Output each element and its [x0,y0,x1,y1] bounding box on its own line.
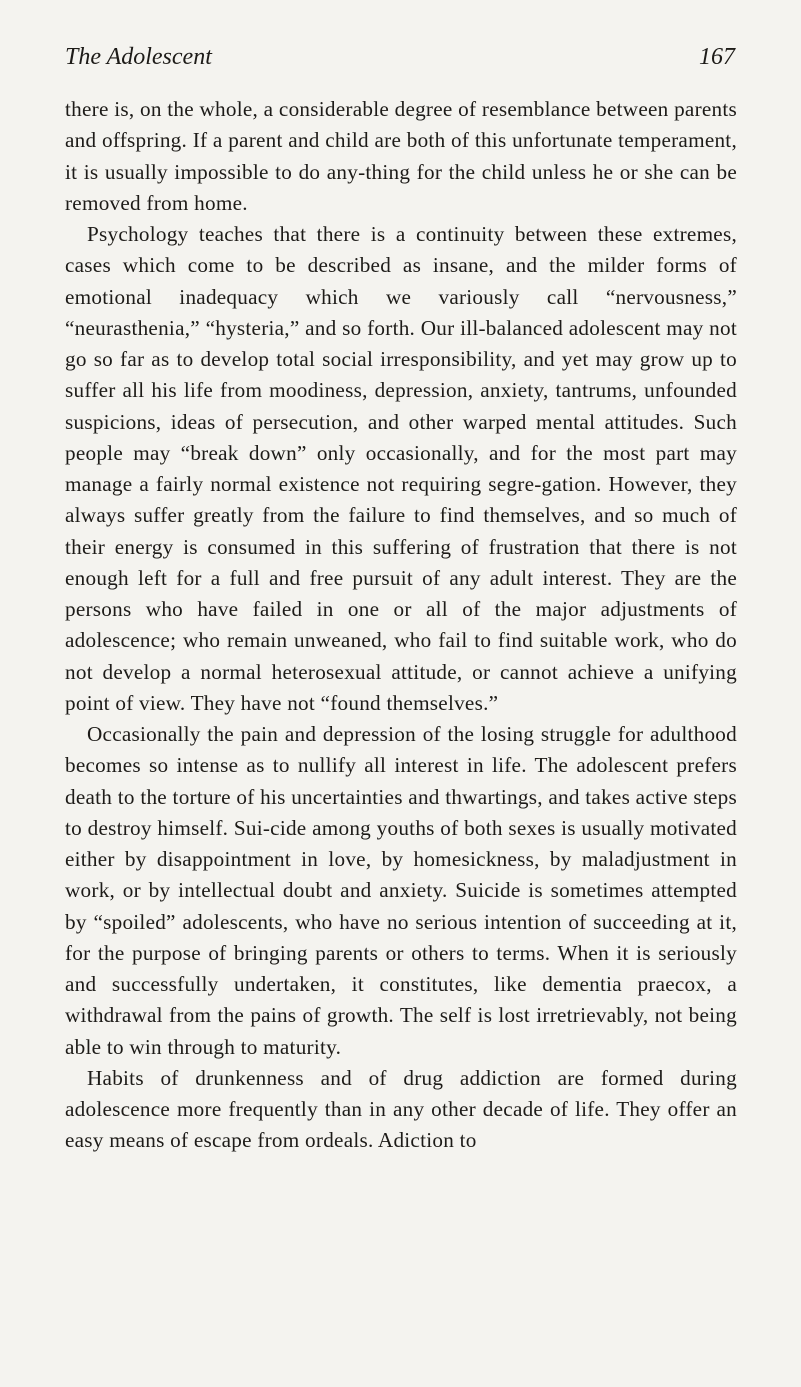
book-page [65,42,737,1157]
paragraph-3: Occasionally the pain and depression of the losing struggle for adulthood becomes so intense as to nullify all interest in life. The adolescent prefers death to the torture of his uncertainties and thwartings, and takes active steps to destroy himself. Sui-cide among youths of both sexes is usually motivated either by disappointment in love, by homesickness, by maladjustment in work, or by intellectual doubt and anxiety. Suicide is sometimes attempted by “spoiled” adolescents, who have no serious intention of succeeding at it, for the purpose of bringing parents or others to terms. When it is seriously and successfully undertaken, it constitutes, like dementia praecox, a withdrawal from the pains of growth. The self is lost irretrievably, not being able to win through to maturity. [65,722,737,1059]
running-title: The Adolescent [65,44,212,70]
paragraph-2: Psychology teaches that there is a continuity between these extremes, cases which come to be described as insane, and the milder forms of emotional inadequacy which we variously call “nervousness,” “neurasthenia,” “hysteria,” and so forth. Our ill-balanced adolescent may not go so far as to develop total social irresponsibility, and yet may grow up to suffer all his life from moodiness, depression, anxiety, tantrums, unfounded suspicions, ideas of persecution, and other warped mental attitudes. Such people may “break down” only occasionally, and for the most part may manage a fairly normal existence not requiring segre-gation. However, they always suffer greatly from the failure to find themselves, and so much of their energy is consumed in this suffering of frustration that there is not enough left for a full and free pursuit of any adult interest. They are the persons who have failed in one or all of the major adjustments of adolescence; who remain unweaned, who fail to find suitable work, who do not develop a normal heterosexual attitude, or cannot achieve a unifying point of view. They have not “found themselves.” [65,222,737,715]
page-number: 167 [699,44,735,70]
paragraph-4: Habits of drunkenness and of drug addiction are formed during adolescence more frequently than in any other decade of life. They offer an easy means of escape from ordeals. Adiction to [65,1065,737,1153]
running-head [65,42,737,72]
body-text [65,94,737,1157]
paragraph-1: there is, on the whole, a considerable degree of resemblance between parents and offspring. If a parent and child are both of this unfortunate temperament, it is usually impossible to do any-thing for the child unless he or she can be removed from home. [65,97,737,215]
